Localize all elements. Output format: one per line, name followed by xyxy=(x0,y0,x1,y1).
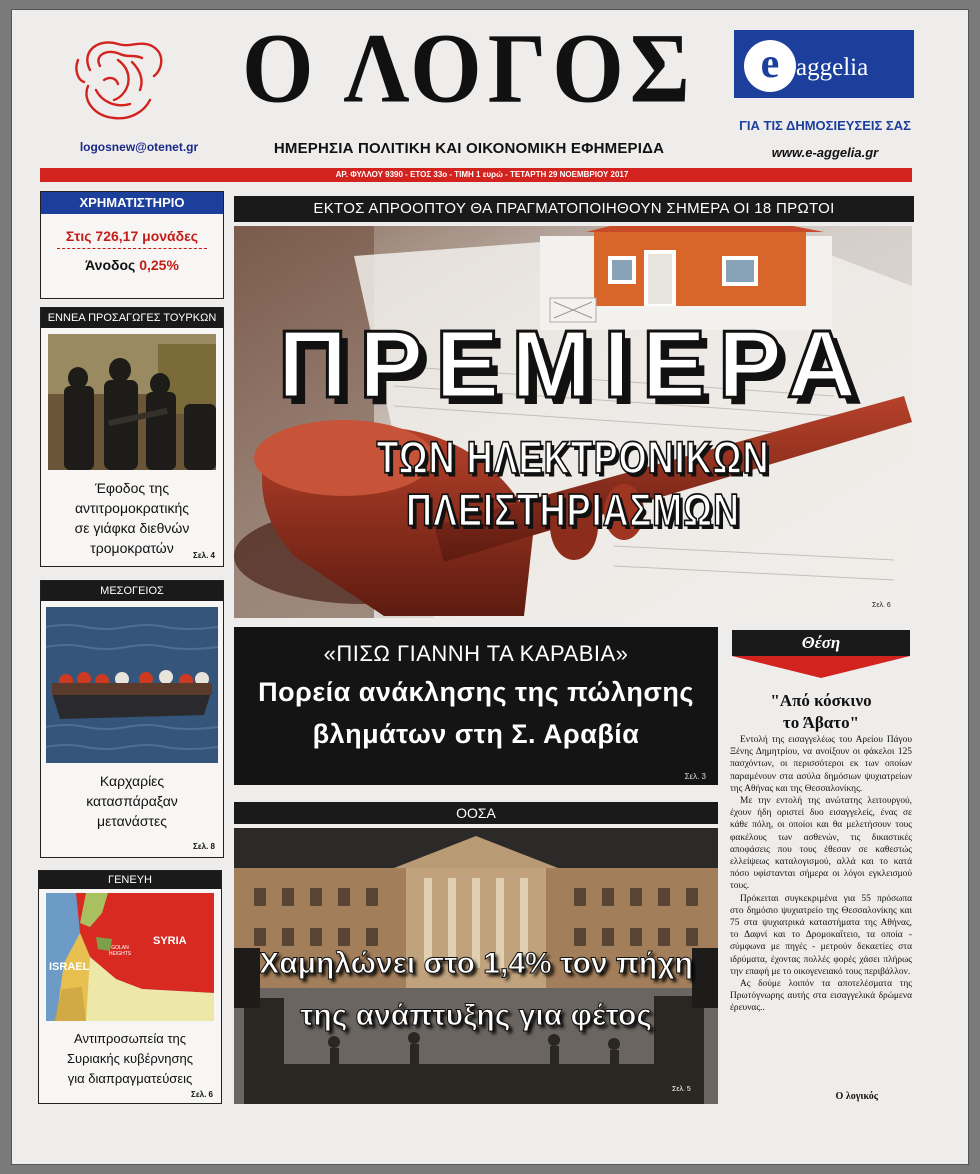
sidebar-story-arrests[interactable] xyxy=(40,307,224,567)
headline-line: αντιτρομοκρατικής xyxy=(74,500,190,516)
story-headline xyxy=(41,478,223,558)
opinion-signature: Ο λογικός xyxy=(835,1091,878,1102)
oosa-page-reference: Σελ. 5 xyxy=(672,1086,691,1093)
story-headline xyxy=(39,1029,221,1089)
headline-line: Έφοδος της xyxy=(94,480,170,496)
opinion-paragraph: Εντολή της εισαγγελέως του Αρείου Πάγου Ξένης Δημητρίου, να ανοίξουν οι φάκελοι 125 πασχόντων, οι περισσότεροι εκ των οποίων παραμένουν στα ασύλα δημόσιων ψυχιατρείων της Αθήνας και της Θεσσαλονίκης. xyxy=(730,735,912,794)
opinion-paragraph: Πρόκειται συγκεκριμένα για 55 πρόσωπα στο δημόσιο ψυχιατρείο της Θεσσαλονίκης και 75 στα ψυχιατρικά καταστήματα της Αθήνας, το Δαφνί και το Δρομοκαΐτειο, τα οποία - σύμφωνα με πηγές - μετρούν δεκαετίες στα ιδρύματα, έχοντας πολλές φορές χάσει πλήρως την επαφή με το οικογενειακό τους περιβάλλον. xyxy=(730,893,912,977)
page-reference: Σελ. 3 xyxy=(684,772,706,781)
opinion-body xyxy=(730,734,912,1015)
opinion-title[interactable] xyxy=(728,690,914,734)
migrant-boat-photo xyxy=(46,607,218,763)
bourse-box xyxy=(40,191,224,299)
newspaper-title: Ο ΛΟΓΟΣ xyxy=(242,12,696,124)
page-reference: Σελ. 8 xyxy=(193,842,215,851)
headline-line: για διαπραγματεύσεις xyxy=(67,1071,193,1086)
headline-line: σε γιάφκα διεθνών xyxy=(74,520,190,536)
sidebar-story-mediterranean[interactable] xyxy=(40,580,224,858)
headline-line: Καρχαρίες xyxy=(99,773,165,789)
ships-kicker: «ΠΙΣΩ ΓΙΑΝΝΗ ΤΑ ΚΑΡΑΒΙΑ» xyxy=(323,641,629,666)
bourse-index-line xyxy=(41,228,223,244)
story-header: ΓΕΝΕΥΗ xyxy=(39,871,221,889)
lead-page-reference: Σελ. 6 xyxy=(872,602,891,609)
e-aggelia-logo-e: e xyxy=(744,40,796,92)
map-label-syria: SYRIA xyxy=(153,935,187,947)
bourse-divider xyxy=(57,248,207,249)
newspaper-subtitle: ΗΜΕΡΗΣΙΑ ΠΟΛΙΤΙΚΗ ΚΑΙ ΟΙΚΟΝΟΜΙΚΗ ΕΦΗΜΕΡΙΔΑ xyxy=(273,140,665,157)
bourse-header: ΧΡΗΜΑΤΙΣΤΗΡΙΟ xyxy=(41,192,223,214)
contact-email[interactable]: logosnew@otenet.gr xyxy=(79,140,199,154)
sidebar-story-geneva[interactable] xyxy=(38,870,222,1104)
story-header: ΜΕΣΟΓΕΙΟΣ xyxy=(41,581,223,601)
map-label-israel: ISRAEL xyxy=(49,961,90,973)
ad-tagline: ΓΙΑ ΤΙΣ ΔΗΜΟΣΙΕΥΣΕΙΣ ΣΑΣ xyxy=(739,118,911,133)
bourse-change-line xyxy=(41,257,223,273)
headline-line: Συριακής κυβέρνησης xyxy=(66,1051,194,1066)
ships-headline xyxy=(234,671,718,755)
lead-headline[interactable]: ΠΡΕΜΙΕΡΑ xyxy=(277,311,869,418)
e-aggelia-logo-word: aggelia xyxy=(796,54,869,81)
oosa-headline[interactable] xyxy=(234,938,718,1042)
headline-line: κατασπάραξαν xyxy=(86,793,178,809)
page-reference: Σελ. 4 xyxy=(193,551,215,560)
page-reference: Σελ. 6 xyxy=(191,1090,213,1099)
bourse-index-value: 726,17 xyxy=(95,228,139,244)
lead-kicker: ΕΚΤΟΣ ΑΠΡΟΟΠΤΟΥ ΘΑ ΠΡΑΓΜΑΤΟΠΟΙΗΘΟΥΝ ΣΗΜΕΡΑ ΟΙ 18 ΠΡΩΤΟΙ xyxy=(234,196,914,222)
syria-map xyxy=(46,893,214,1021)
ad-url[interactable]: www.e-aggelia.gr xyxy=(771,145,879,160)
opinion-paragraph: Με την εντολή της ανώτατης λειτουργού, έχουν ήδη οριστεί δυο εισαγγελείς, ένας σε κάθε πόλη, οι οποίοι και θα μελετήσουν τους φακέλους των ασθενών, τις δικαστικές αποφάσεις που τους έθεσαν σε καθεστώς ελλείψεως καταλογισμού, αλλά και το κατά πόσο υφίστανται σήμερα οι λόγοι εγκλεισμού τους. xyxy=(730,796,912,892)
auction-gavel-photo[interactable] xyxy=(234,226,912,618)
newspaper-front-page xyxy=(12,10,968,1164)
title-line: "Από κόσκινο xyxy=(770,691,872,710)
logo-illustration xyxy=(70,30,182,130)
headline-line: Πορεία ανάκλησης της πώλησης xyxy=(258,677,694,707)
soldiers-photo xyxy=(48,334,216,470)
headline-line: βλημάτων στη Σ. Αραβία xyxy=(312,719,640,749)
opinion-arrow-icon xyxy=(732,656,910,678)
opinion-label: Θέση xyxy=(732,630,910,656)
headline-line: μετανάστες xyxy=(97,813,167,829)
story-header: ΕΝΝΕΑ ΠΡΟΣΑΓΩΓΕΣ ΤΟΥΡΚΩΝ xyxy=(41,308,223,328)
bourse-prefix: Στις xyxy=(65,228,96,244)
story-headline xyxy=(41,771,223,831)
oosa-header: ΟΟΣΑ xyxy=(234,802,718,824)
bourse-unit: μονάδες xyxy=(138,228,199,244)
ships-story[interactable] xyxy=(234,627,718,785)
issue-info: ΑΡ. ΦΥΛΛΟΥ 9390 - ΕΤΟΣ 33ο - ΤΙΜΗ 1 ευρώ - ΤΕΤΑΡΤΗ 29 ΝΟΕΜΒΡΙΟΥ 2017 xyxy=(335,170,629,179)
headline-line: Αντιπροσωπεία της xyxy=(74,1031,186,1046)
headline-line: τρομοκρατών xyxy=(90,540,174,556)
lead-subheadline: ΤΩΝ ΗΛΕΚΤΡΟΝΙΚΩΝ ΠΛΕΙΣΤΗΡΙΑΣΜΩΝ xyxy=(376,431,770,536)
headline-line: της ανάπτυξης για φέτος xyxy=(300,999,652,1032)
bourse-change-label: Άνοδος xyxy=(85,257,140,273)
opinion-paragraph: Ας δούμε λοιπόν τα αποτελέσματα της Πρωτόγνωρης αυτής στα εισαγγελικά δρώμενα έρευνας.. xyxy=(730,979,912,1014)
title-line: το Άβατο" xyxy=(782,713,860,732)
map-label-golan: GOLAN HEIGHTS xyxy=(108,945,132,957)
bourse-change-value: 0,25% xyxy=(139,257,179,273)
headline-line: Χαμηλώνει στο 1,4% τον πήχη xyxy=(259,947,693,980)
